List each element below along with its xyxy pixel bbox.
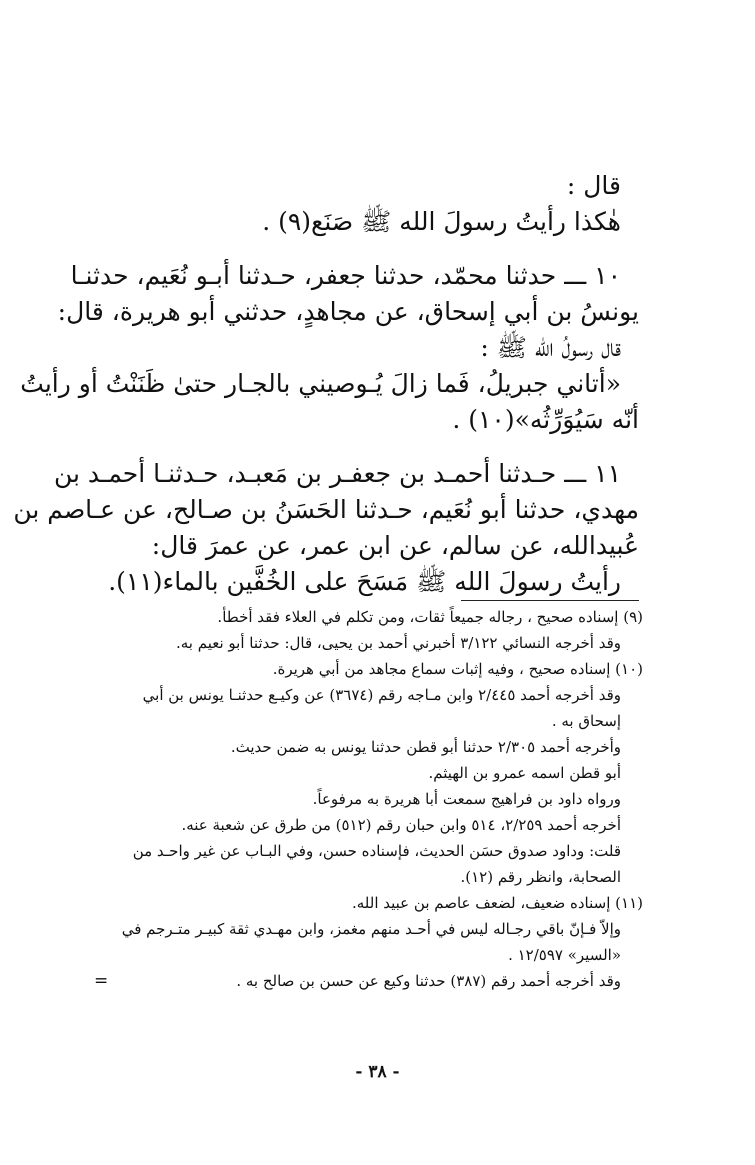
text-line: هٰكذا رأيتُ رسولَ الله ﷺ صَنَع(٩) . [262, 207, 621, 236]
text-line: قال : [566, 171, 621, 200]
paragraph-gap [98, 240, 639, 258]
main-text [13, 168, 639, 600]
footnote-line: أخرجه أحمد ٢/٢٥٩، ٥١٤ وابن حبان رقم (٥١٢) من طرق عن شعبة عنه. [181, 816, 621, 834]
footnote-line: (١٠) إسناده صحيح ، وفيه إثبات سماع مجاهد من أبي هريرة. [272, 660, 643, 678]
footnote-line: قلت: وداود صدوق حسَن الحديث، فإسناده حسن، وفي البـاب عن غير واحـد من [132, 842, 621, 860]
footnote-last-row [94, 968, 643, 994]
footnote-line: أبو قطن اسمه عمرو بن الهيثم. [428, 764, 621, 782]
footnotes [94, 604, 643, 994]
continuation-mark: = [94, 971, 109, 991]
text-line: مهدي، حدثنا أبو نُعَيم، حـدثنا الحَسَنُ بن صـالح، عن عـاصم بن [13, 495, 639, 524]
footnote-line: الصحابة، وانظر رقم (١٢). [460, 868, 621, 886]
text-line: عُبيدالله، عن سالم، عن ابن عمر، عن عمرَ قال: [151, 531, 639, 560]
footnote-line: (٩) إسناده صحيح ، رجاله جميعاً ثقات، ومن تكلم في العلاء فقد أخطأ. [217, 608, 643, 626]
footnote-line: (١١) إسناده ضعيف، لضعف عاصم بن عبيد الله. [351, 894, 643, 912]
text-line: رأيتُ رسولَ الله ﷺ مَسَحَ على الخُفَّين بالماء(١١). [108, 567, 621, 596]
footnote-line: وقد أخرجه أحمد رقم (٣٨٧) حدثنا وكيع عن حسن بن صالح به . [236, 972, 621, 990]
text-line: يونسُ بن أبي إسحاق، عن مجاهدٍ، حدثني أبو هريرة، قال: [57, 297, 639, 326]
footnote-line: وإلاّ فـإنّ باقي رجـاله ليس في أحـد منهم مغمز، وابن مهـدي ثقة كبيـر متـرجم في [121, 920, 621, 938]
text-line: «أتاني جبريلُ، فَما زالَ يُـوصيني بالجـار حتىٰ ظَنَنْتُ أو رأيتُ [20, 369, 621, 398]
footnote-separator [461, 600, 639, 601]
footnote-line: وأخرجه أحمد ٢/٣٠٥ حدثنا أبو قطن حدثنا يونس به ضمن حديث. [230, 738, 621, 756]
text-line: أنّه سَيُوَرِّثُه»(١٠) . [452, 405, 639, 434]
footnote-line: وقد أخرجه أحمد ٢/٤٤٥ وابن مـاجه رقم (٣٦٧٤) عن وكيـع حدثنـا يونس بن أبي [142, 686, 621, 704]
footnote-line: «السير» ١٢/٥٩٧ . [508, 946, 621, 964]
footnote-line: ورواه داود بن فراهيج سمعت أبا هريرة به مرفوعاً. [312, 790, 621, 808]
footnote-line: وقد أخرجه النسائي ٣/١٢٢ أخبرني أحمد بن يحيى، قال: حدثنا أبو نعيم به. [175, 634, 621, 652]
text-line: ١٠ ـــ حدثنا محمّد، حدثنا جعفر، حـدثنا أبـو نُعَيم، حدثنـا [70, 261, 621, 290]
paragraph-gap [98, 438, 639, 456]
footnote-line: إسحاق به . [551, 712, 621, 730]
text-line: ١١ ـــ حـدثنا أحمـد بن جعفـر بن مَعبـد، حـدثنـا أحمـد بن [53, 459, 621, 488]
page-number: - ٣٨ - [355, 1062, 400, 1082]
text-line: قال رسولُ الله ﷺ : [480, 333, 621, 362]
